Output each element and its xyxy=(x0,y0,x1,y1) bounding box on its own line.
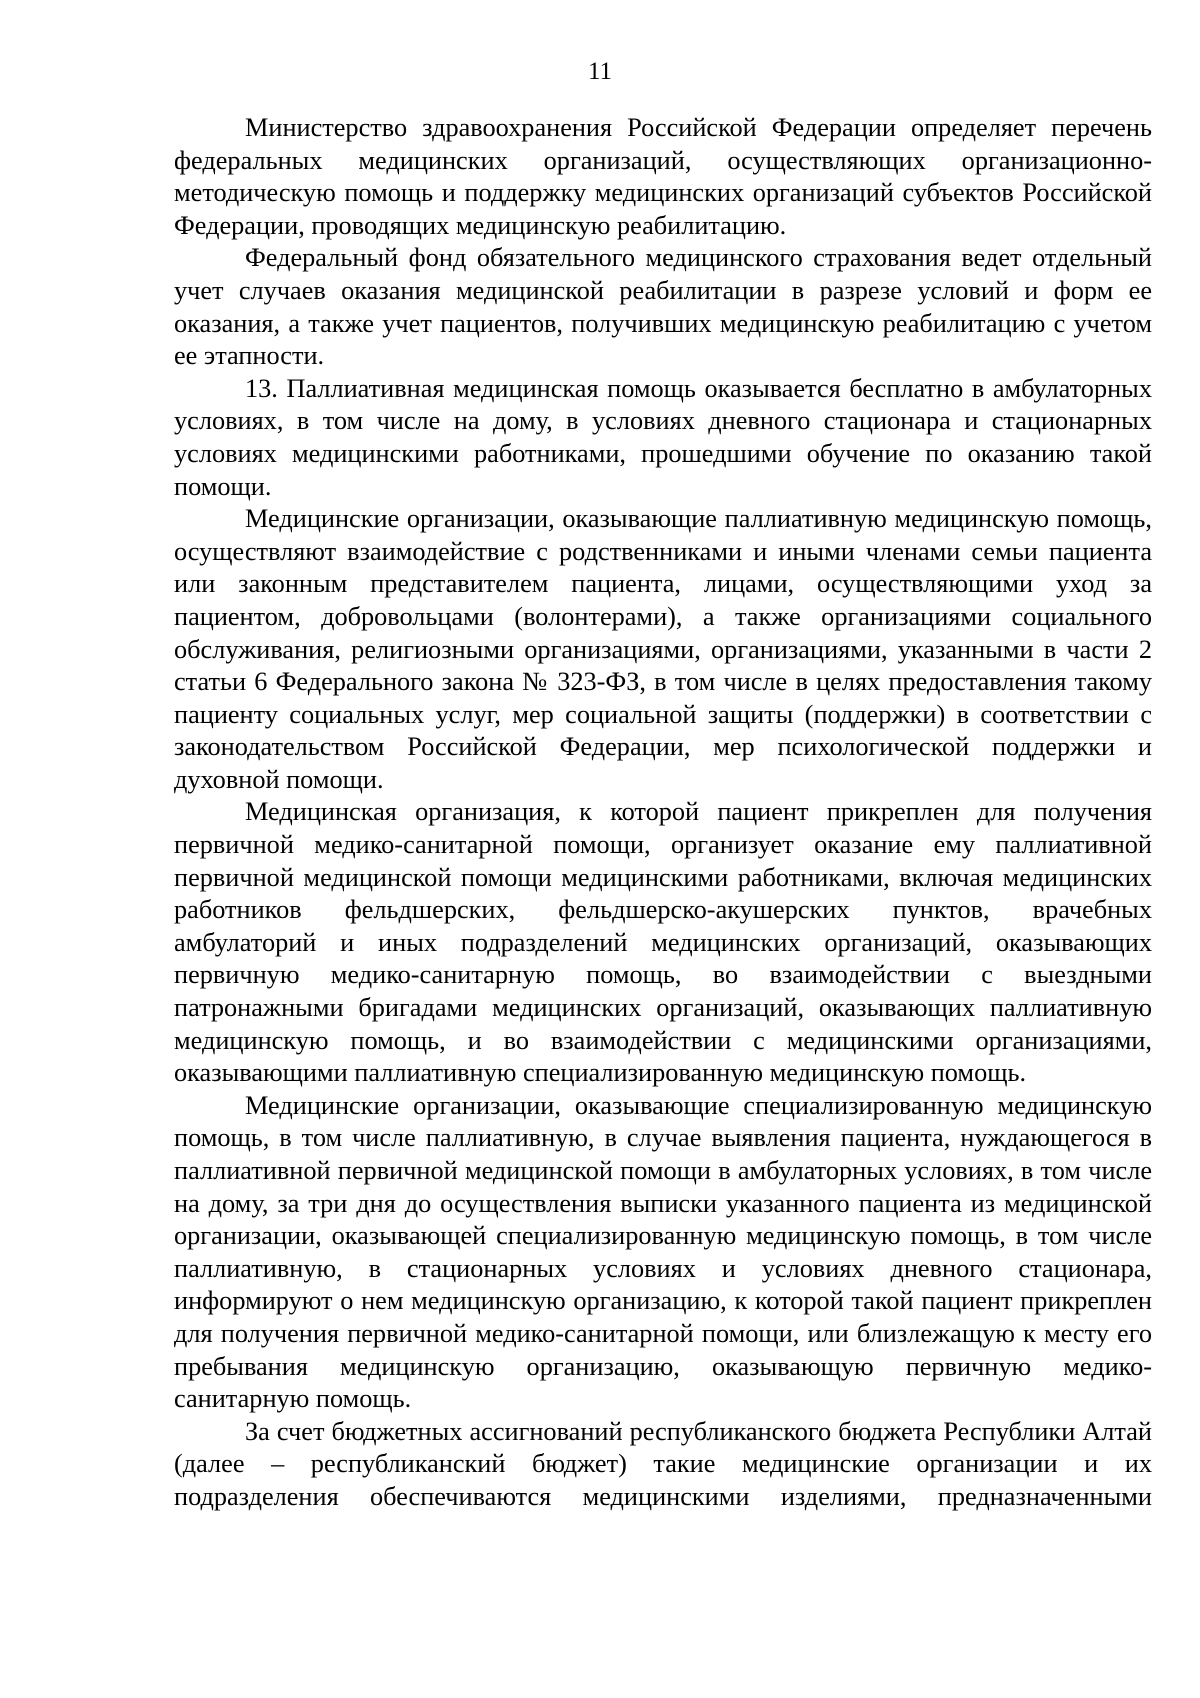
paragraph: Медицинская организация, к которой пациент прикреплен для получения первичной медико-санитарной помощи, организует оказание ему паллиативной первичной медицинской помощи медицинскими работниками, включая медицинских работников фельдшерских, фельдшерско-акушерских пунктов, врачебных амбулаторий и иных подразделений медицинских организаций, оказывающих первичную медико-санитарную помощь, во взаимодействии с выездными патронажными бригадами медицинских организаций, оказывающих паллиативную медицинскую помощь, и во взаимодействии с медицинскими организациями, оказывающими паллиативную специализированную медицинскую помощь. xyxy=(174,797,1152,1088)
paragraph: Министерство здравоохранения Российской Федерации определяет перечень федеральных медицинских организаций, осуществляющих организационно-методическую помощь и поддержку медицинских организаций субъектов Российской Федерации, проводящих медицинскую реабилитацию. xyxy=(174,113,1152,240)
document-body xyxy=(174,112,1152,1514)
paragraph: Медицинские организации, оказывающие специализированную медицинскую помощь, в том числе паллиативную, в случае выявления пациента, нуждающегося в паллиативной первичной медицинской помощи в амбулаторных условиях, в том числе на дому, за три дня до осуществления выписки указанного пациента из медицинской организации, оказывающей специализированную медицинскую помощь, в том числе паллиативную, в стационарных условиях и условиях дневного стационара, информируют о нем медицинскую организацию, к которой такой пациент прикреплен для получения первичной медико-санитарной помощи, или близлежащую к месту его пребывания медицинскую организацию, оказывающую первичную медико-санитарную помощь. xyxy=(174,1090,1152,1414)
paragraph: Федеральный фонд обязательного медицинского страхования ведет отдельный учет случаев оказания медицинской реабилитации в разрезе условий и форм ее оказания, а также учет пациентов, получивших медицинскую реабилитацию с учетом ее этапности. xyxy=(174,243,1152,371)
paragraph: За счет бюджетных ассигнований республиканского бюджета Республики Алтай (далее – республиканский бюджет) такие медицинские организации и их подразделения обеспечиваются медицинскими изделиями, предназначенными xyxy=(174,1416,1152,1511)
page-number: 11 xyxy=(587,58,613,85)
paragraph: Медицинские организации, оказывающие паллиативную медицинскую помощь, осуществляют взаимодействие с родственниками и иными членами семьи пациента или законным представителем пациента, лицами, осуществляющими уход за пациентом, добровольцами (волонтерами), а также организациями социального обслуживания, религиозными организациями, организациями, указанными в части 2 статьи 6 Федерального закона № 323-ФЗ, в том числе в целях предоставления такому пациенту социальных услуг, мер социальной защиты (поддержки) в соответствии с законодательством Российской Федерации, мер психологической поддержки и духовной помощи. xyxy=(174,504,1152,794)
paragraph: 13. Паллиативная медицинская помощь оказывается бесплатно в амбулаторных условиях, в том числе на дому, в условиях дневного стационара и стационарных условиях медицинскими работниками, прошедшими обучение по оказанию такой помощи. xyxy=(174,373,1152,501)
